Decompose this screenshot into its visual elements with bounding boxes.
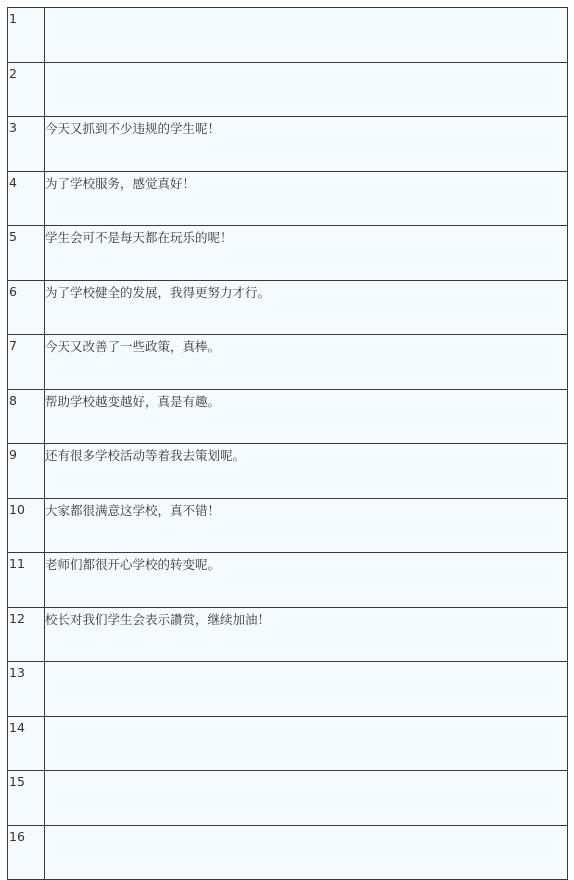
table-row: [8, 825, 568, 880]
row-text: 今天又改善了一些政策，真棒。: [45, 335, 568, 390]
row-number: 3: [8, 117, 45, 172]
row-text: 大家都很满意这学校，真不错！: [45, 498, 568, 553]
table-row: [8, 389, 568, 444]
row-text: 帮助学校越变越好，真是有趣。: [45, 389, 568, 444]
dialogue-table: [7, 7, 568, 880]
row-text: 为了学校健全的发展，我得更努力才行。: [45, 280, 568, 335]
table-row: [8, 771, 568, 826]
table-row: [8, 607, 568, 662]
table-row: [8, 716, 568, 771]
table-row: [8, 662, 568, 717]
row-text: [45, 825, 568, 880]
row-text: 老师们都很开心学校的转变呢。: [45, 553, 568, 608]
table-row: [8, 335, 568, 390]
dialogue-table-body: [8, 8, 568, 880]
table-row: [8, 226, 568, 281]
table-row: [8, 498, 568, 553]
table-row: [8, 444, 568, 499]
row-number: 13: [8, 662, 45, 717]
row-number: 12: [8, 607, 45, 662]
row-number: 10: [8, 498, 45, 553]
table-row: [8, 171, 568, 226]
row-text: 学生会可不是每天都在玩乐的呢！: [45, 226, 568, 281]
row-text: [45, 716, 568, 771]
row-number: 11: [8, 553, 45, 608]
row-number: 8: [8, 389, 45, 444]
row-text: 校长对我们学生会表示讚赏，继续加油！: [45, 607, 568, 662]
row-number: 1: [8, 8, 45, 63]
table-row: [8, 553, 568, 608]
row-text: 还有很多学校活动等着我去策划呢。: [45, 444, 568, 499]
row-number: 2: [8, 62, 45, 117]
row-number: 6: [8, 280, 45, 335]
row-number: 4: [8, 171, 45, 226]
table-row: [8, 8, 568, 63]
row-text: [45, 62, 568, 117]
row-number: 7: [8, 335, 45, 390]
row-number: 15: [8, 771, 45, 826]
row-text: [45, 662, 568, 717]
row-text: [45, 771, 568, 826]
row-number: 5: [8, 226, 45, 281]
row-number: 9: [8, 444, 45, 499]
row-text: 为了学校服务，感觉真好！: [45, 171, 568, 226]
row-number: 14: [8, 716, 45, 771]
table-row: [8, 117, 568, 172]
row-text: 今天又抓到不少违规的学生呢！: [45, 117, 568, 172]
row-text: [45, 8, 568, 63]
row-number: 16: [8, 825, 45, 880]
table-row: [8, 280, 568, 335]
table-row: [8, 62, 568, 117]
